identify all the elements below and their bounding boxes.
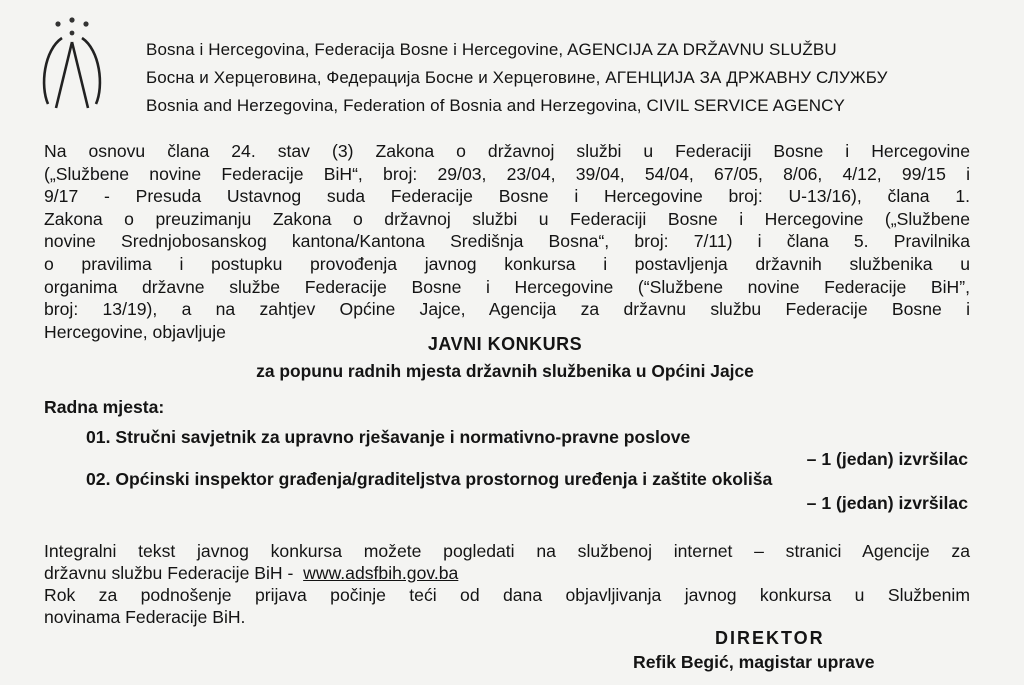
intro-line: Hercegovine, objavljuje [44, 321, 226, 342]
intro-line: Na osnovu člana 24. stav (3) Zakona o državnoj službi u Federaciji Bosne i Hercegovine [44, 141, 970, 161]
intro-paragraph [44, 140, 970, 343]
intro-line: broj: 13/19), a na zahtjev Općine Jajce, Agencija za državnu službu Federacije Bosne i [44, 299, 970, 320]
intro-line: 9/17 - Presuda Ustavnog suda Federacije Bosne i Hercegovine broj: U-13/16), člana 1. [44, 186, 970, 207]
footer-text [44, 540, 970, 628]
position-count: – 1 (jedan) izvršilac [806, 493, 968, 513]
intro-line: novine Srednjobosanskog kantona/Kantona Središnja Bosna“, broj: 7/11) i člana 5. Pravilnika [44, 231, 970, 252]
position-count: – 1 (jedan) izvršilac [806, 449, 968, 469]
positions-heading: Radna mjesta: [44, 397, 165, 417]
website-link[interactable]: www.adsfbih.gov.ba [303, 563, 459, 583]
intro-line: Zakona o preuzimanju Zakona o državnoj službi u Federaciji Bosne i Hercegovine („Službene [44, 208, 970, 229]
footer-line: Integralni tekst javnog konkursa možete pogledati na službenoj internet – stranici Agencije za [44, 541, 970, 561]
header-line-english: Bosnia and Herzegovina, Federation of Bosnia and Herzegovina, CIVIL SERVICE AGENCY [146, 96, 845, 115]
header-line-cyrillic: Босна и Херцеговина, Федерација Босне и Херцеговине, АГЕНЦИЈА ЗА ДРЖАВНУ СЛУЖБУ [146, 68, 888, 87]
position-label: 02. Općinski inspektor građenja/graditeljstva prostornog uređenja i zaštite okoliša [86, 469, 773, 489]
signature-title: DIREKTOR [715, 628, 825, 648]
signature-name: Refik Begić, magistar uprave [633, 652, 875, 672]
agency-logo [36, 16, 110, 114]
position-label: 01. Stručni savjetnik za upravno rješavanje i normativno-pravne poslove [86, 427, 691, 447]
intro-line: organima državne službe Federacije Bosne i Hercegovine (“Službene novine Federacije BiH”, [44, 276, 970, 297]
announcement-title: JAVNI KONKURS [427, 334, 583, 354]
footer-line-prefix: državnu službu Federacije BiH - [44, 563, 294, 583]
header-line-bosnian: Bosna i Hercegovina, Federacija Bosne i Hercegovine, AGENCIJA ZA DRŽAVNU SLUŽBU [146, 40, 837, 59]
intro-line: („Službene novine Federacije BiH“, broj: 29/03, 23/04, 39/04, 54/04, 67/05, 8/06, 4/12, 99/15 i [44, 163, 970, 184]
agency-header [146, 36, 1006, 120]
footer-line [44, 562, 970, 584]
announcement-subtitle: za popunu radnih mjesta državnih službenika u Općini Jajce [256, 361, 754, 381]
footer-line: novinama Federacije BiH. [44, 607, 246, 627]
footer-line: Rok za podnošenje prijava počinje teći od dana objavljivanja javnog konkursa u Službenim [44, 585, 970, 605]
intro-line: o pravilima i postupku provođenja javnog konkursa i postavljenja državnih službenika u [44, 253, 970, 274]
